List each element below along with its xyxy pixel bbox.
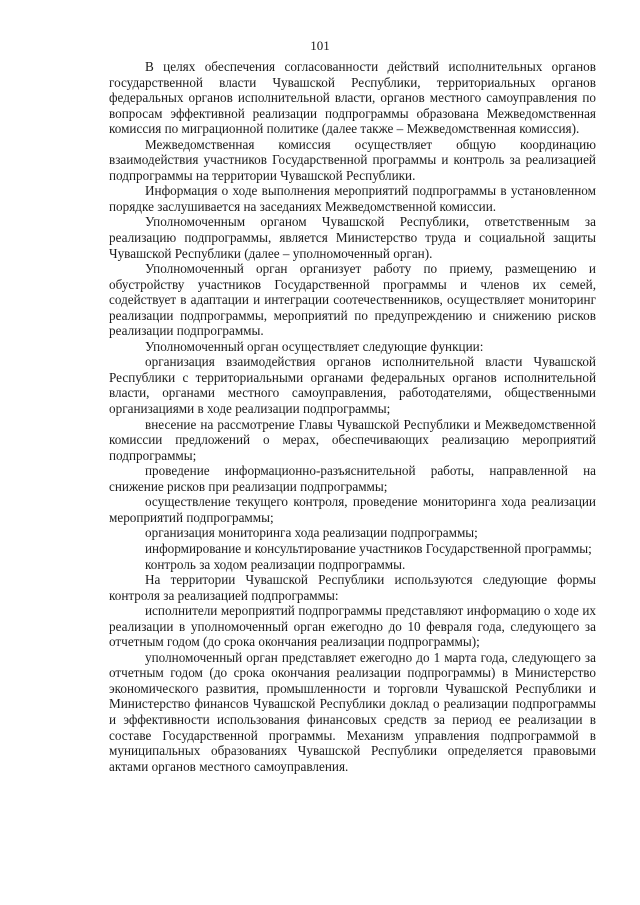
paragraph-commission-role: Межведомственная комиссия осуществляет общую координацию взаимодействия участников Государственной программы и контроль за реализацией подпрограммы на территории Чувашской Республики. — [109, 136, 596, 183]
document-body — [109, 59, 596, 774]
paragraph-function-proposals: внесение на рассмотрение Главы Чувашской Республики и Межведомственной комиссии предложений о мерах, обеспечивающих реализацию мероприятий подпрограммы; — [109, 416, 596, 463]
page-number: 101 — [310, 38, 330, 53]
paragraph-information: Информация о ходе выполнения мероприятий подпрограммы в установленном порядке заслушивается на заседаниях Межведомственной комиссии. — [109, 183, 596, 214]
paragraph-authorized-body-work: Уполномоченный орган организует работу по приему, размещению и обустройству участников Государственной программы и членов их семей, содействует в адаптации и интеграции соотечественников, осуществляет мониторинг реализации подпрограммы, мероприятий по предупреждению и снижению рисков реализации подпрограммы. — [109, 261, 596, 339]
paragraph-executors-report: исполнители мероприятий подпрограммы представляют информацию о ходе их реализации в уполномоченный орган ежегодно до 10 февраля года, следующего за отчетным годом (до срока окончания реализации подпрограммы); — [109, 603, 596, 650]
paragraph-function-explanatory-work: проведение информационно-разъяснительной работы, направленной на снижение рисков при реализации подпрограммы; — [109, 463, 596, 494]
paragraph-control-forms: На территории Чувашской Республики используются следующие формы контроля за реализацией подпрограммы: — [109, 572, 596, 603]
paragraph-function-current-control: осуществление текущего контроля, проведение мониторинга хода реализации мероприятий подпрограммы; — [109, 494, 596, 525]
paragraph-coordination: В целях обеспечения согласованности действий исполнительных органов государственной власти Чувашской Республики, территориальных органов федеральных органов исполнительной власти, органов местного самоуправления по вопросам эффективной реализации подпрограммы образована Межведомственная комиссия по миграционной политике (далее также – Межведомственная комиссия). — [109, 59, 596, 137]
paragraph-function-informing: информирование и консультирование участников Государственной программы; — [145, 540, 592, 556]
paragraph-authorized-body: Уполномоченным органом Чувашской Республики, ответственным за реализацию подпрограммы, является Министерство труда и социальной защиты Чувашской Республики (далее – уполномоченный орган). — [109, 214, 596, 261]
paragraph-function-interaction: организация взаимодействия органов исполнительной власти Чувашской Республики с территориальными органами федеральных органов исполнительной власти, органами местного самоуправления, работодателями, общественными организациями в ходе реализации подпрограммы; — [109, 354, 596, 417]
paragraph-function-control: контроль за ходом реализации подпрограммы. — [145, 556, 406, 572]
paragraph-function-monitoring: организация мониторинга хода реализации подпрограммы; — [145, 525, 478, 541]
paragraph-annual-report: уполномоченный орган представляет ежегодно до 1 марта года, следующего за отчетным годом (до срока окончания реализации подпрограммы) в Министерство экономического развития, промышленности и торговли Чувашской Республики и Министерство финансов Чувашской Республики доклад о реализации подпрограммы и эффективности использования финансовых средств за период ее реализации в составе Государственной программы. Механизм управления подпрограммой в муниципальных образованиях Чувашской Республики определяется правовыми актами органов местного самоуправления. — [109, 649, 596, 774]
paragraph-functions-intro: Уполномоченный орган осуществляет следующие функции: — [145, 338, 484, 354]
